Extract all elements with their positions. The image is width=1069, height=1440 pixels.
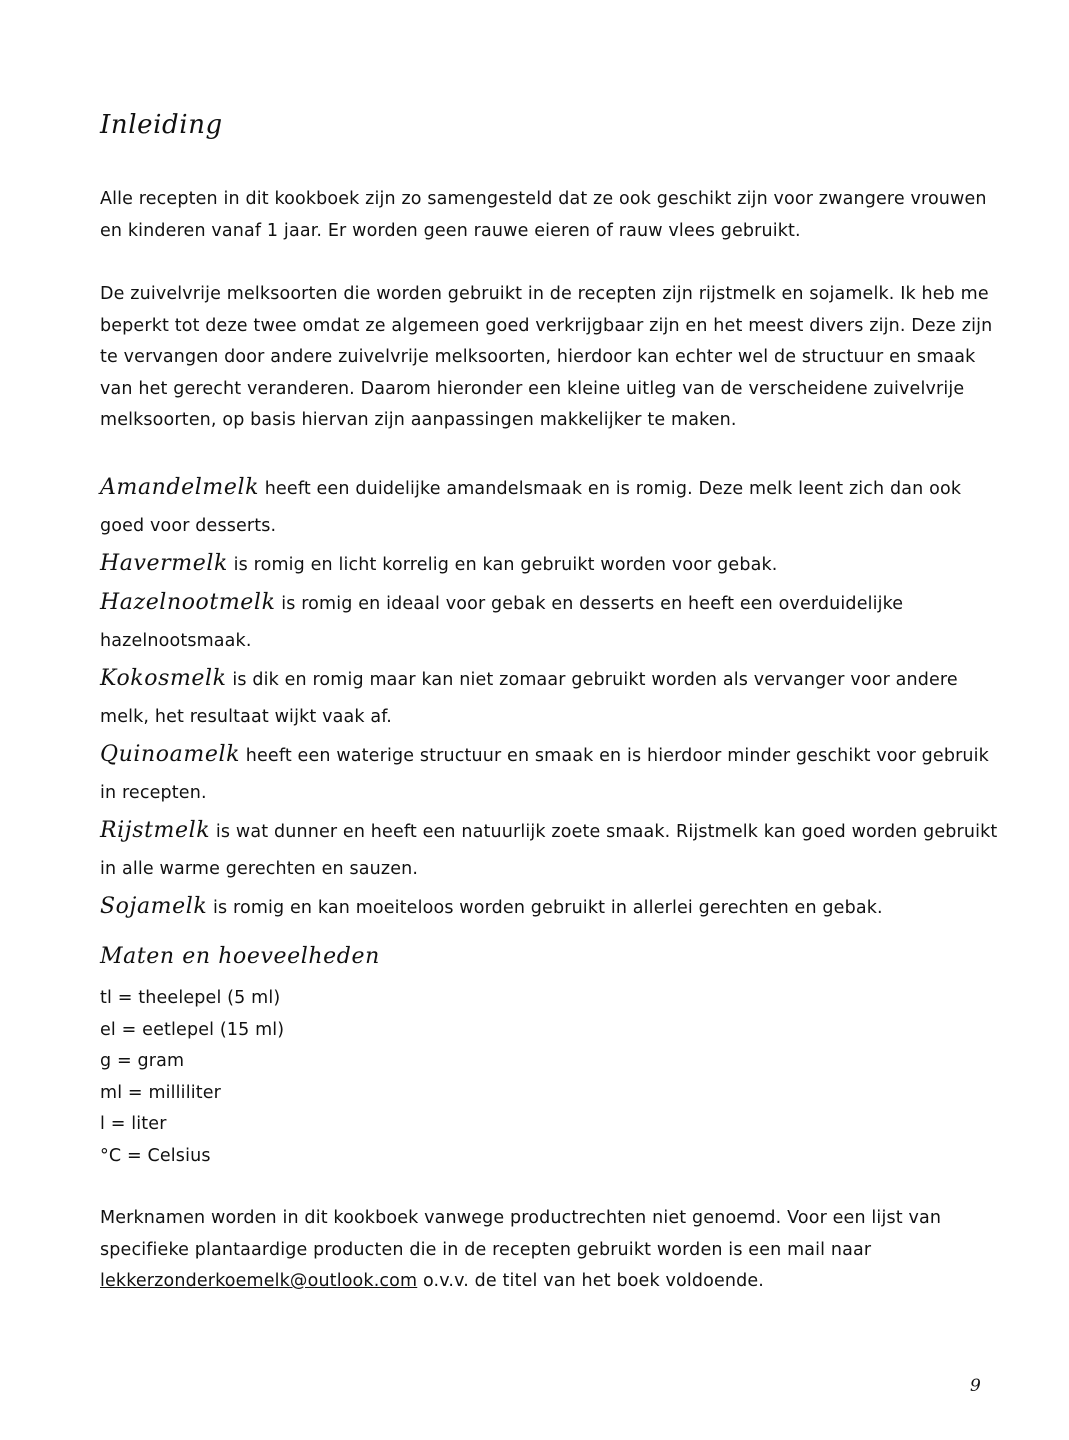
milk-description: is romig en ideaal voor gebak en desserts en heeft een overduidelijke hazelnootsmaak.: [100, 594, 904, 651]
milk-name: Kokosmelk: [100, 666, 227, 691]
milk-item-kokosmelk: [100, 660, 1000, 736]
milk-item-quinoamelk: [100, 736, 1000, 812]
list-item: el = eetlepel (15 ml): [100, 1019, 285, 1040]
list-item: °C = Celsius: [100, 1145, 211, 1166]
milk-types-list: [100, 469, 1000, 927]
page-heading: Inleiding: [100, 110, 223, 140]
milk-description: heeft een waterige structuur en smaak en is hierdoor minder geschikt voor gebruik in recepten.: [100, 746, 989, 803]
milk-description: is romig en licht korrelig en kan gebruikt worden voor gebak.: [227, 555, 778, 575]
milk-item-hazelnootmelk: [100, 584, 1000, 660]
milk-description: heeft een duidelijke amandelsmaak en is romig. Deze melk leent zich dan ook goed voor desserts.: [100, 479, 962, 536]
milk-description: is wat dunner en heeft een natuurlijk zoete smaak. Rijstmelk kan goed worden gebruikt in alle warme gerechten en sauzen.: [100, 822, 998, 879]
milk-item-havermelk: [100, 545, 1000, 584]
brands-note-text: Merknamen worden in dit kookboek vanwege productrechten niet genoemd. Voor een lijst van specifieke plantaardige producten die in de recepten gebruikt worden is een mail naar: [100, 1208, 942, 1260]
page-number: 9: [970, 1376, 982, 1396]
list-item: l = liter: [100, 1114, 167, 1134]
milk-intro-paragraph: De zuivelvrije melksoorten die worden gebruikt in de recepten zijn rijstmelk en sojamelk. Ik heb me beperkt tot deze twee omdat ze algemeen goed verkrijgbaar zijn en het meest divers zijn. Deze zijn te vervangen door andere zuivelvrije melksoorten, hierdoor kan echter wel de structuur en smaak van het gerecht veranderen. Daarom hieronder een kleine uitleg van de verscheidene zuivelvrije melksoorten, op basis hiervan zijn aanpassingen makkelijker te maken.: [100, 284, 993, 430]
brands-note-paragraph: [100, 1203, 1000, 1298]
milk-name: Quinoamelk: [100, 742, 241, 767]
milk-name: Havermelk: [100, 551, 228, 576]
milk-name: Amandelmelk: [100, 475, 260, 500]
milk-description: is romig en kan moeiteloos worden gebruikt in allerlei gerechten en gebak.: [207, 898, 883, 918]
milk-item-amandelmelk: [100, 469, 1000, 545]
list-item: tl = theelepel (5 ml): [100, 988, 281, 1008]
milk-item-rijstmelk: [100, 812, 1000, 888]
milk-name: Hazelnootmelk: [100, 590, 276, 615]
list-item: ml = milliliter: [100, 1082, 221, 1103]
brands-note-end: o.v.v. de titel van het boek voldoende.: [417, 1271, 765, 1291]
list-item: g = gram: [100, 1051, 185, 1071]
email-link[interactable]: lekkerzonderkoemelk@outlook.com: [100, 1271, 418, 1291]
milk-item-sojamelk: [100, 888, 1000, 927]
measures-list: [100, 983, 284, 1172]
milk-name: Rijstmelk: [100, 818, 211, 843]
milk-name: Sojamelk: [100, 894, 208, 919]
measures-heading: Maten en hoeveelheden: [100, 944, 380, 969]
intro-paragraph: Alle recepten in dit kookboek zijn zo samengesteld dat ze ook geschikt zijn voor zwangere vrouwen en kinderen vanaf 1 jaar. Er worden geen rauwe eieren of rauw vlees gebruikt.: [100, 189, 987, 241]
milk-description: is dik en romig maar kan niet zomaar gebruikt worden als vervanger voor andere melk, het resultaat wijkt vaak af.: [100, 670, 958, 727]
